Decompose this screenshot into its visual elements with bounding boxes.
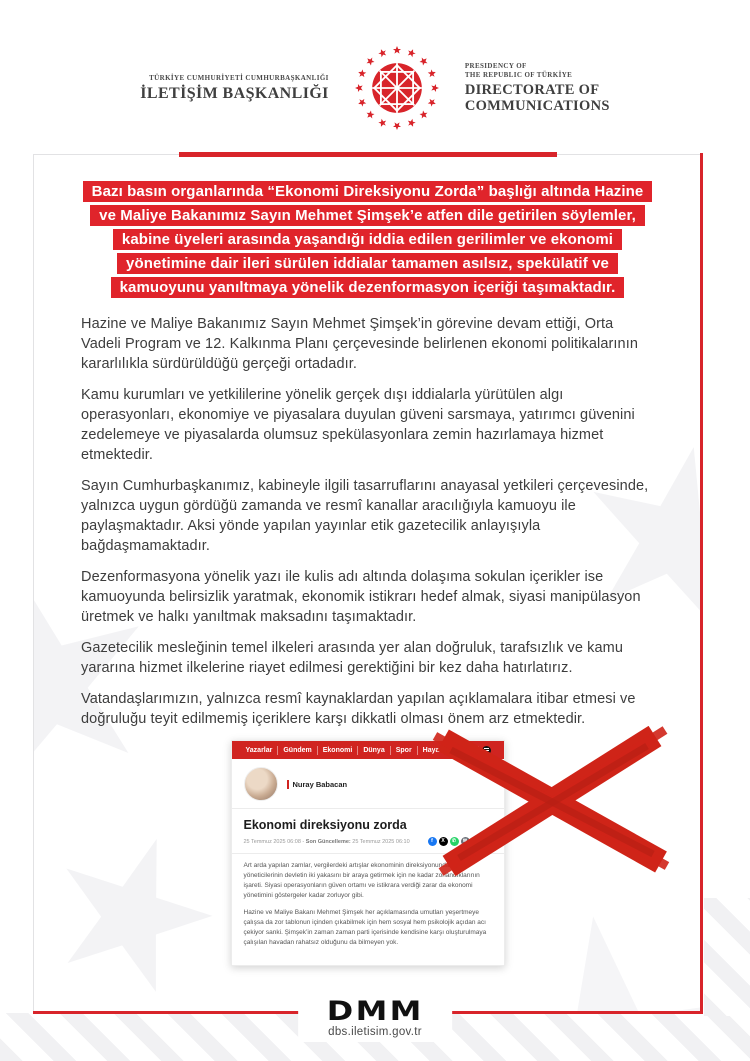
nav-item-saglik[interactable]: Sağlık [448, 746, 480, 755]
body-paragraph: Dezenformasyona yönelik yazı ile kulis adı altında dolaşıma sokulan içerikler ise kamuoyunda belirsizlik yaratmak, ekonomik istikrarı hedef almak, siyasi manipülasyon üretmek ve halkı yanıltmak maksadını taşımaktadır. [81, 569, 641, 625]
frame-accent-top [179, 152, 557, 157]
org-small-en-2: THE REPUBLIC OF TÜRKİYE [464, 71, 573, 79]
body-paragraph: Hazine ve Maliye Bakanımız Sayın Mehmet Şimşek’in görevine devam ettiği, Orta Vadeli Program ve 12. Kalkınma Planı çerçevesinde belirlenen ekonomi politikalarının kararlılıkla sürdürüldüğü gerçeği ortadadır. [81, 316, 639, 372]
author-row [232, 759, 504, 808]
org-small-tr: TÜRKİYE CUMHURİYETİ CUMHURBAŞKANLIĞI [149, 73, 329, 82]
article-headline: Ekonomi direksiyonu zorda [243, 818, 407, 832]
org-name-english [465, 62, 610, 114]
whatsapp-icon[interactable]: ✆ [450, 837, 459, 846]
bulletin-headline [81, 181, 654, 298]
footer [298, 995, 452, 1042]
author-avatar [244, 767, 278, 801]
footer-url: dbs.iletisim.gov.tr [328, 1026, 422, 1038]
frame-accent-bottom-left [33, 1011, 325, 1014]
news-screenshot [231, 740, 505, 966]
body-paragraph: Kamu kurumları ve yetkililerine yönelik gerçek dışı iddialarla yürütülen algı operasyonları, ekonomiye ve piyasalara duyulan güveni sarsmaya, yatırımcı güvenini zedelemeye ve piyasalarda olumsuz spekülasyonlara zemin hazırlamaya hizmet etmektedir. [81, 387, 635, 463]
org-large-en-1: DIRECTORATE OF [464, 82, 600, 98]
font-increase-icon[interactable]: A+ [472, 837, 481, 846]
facebook-icon[interactable]: f [428, 837, 437, 846]
nav-item-yazarlar[interactable]: Yazarlar [241, 746, 279, 755]
article-paragraph: Art arda yapılan zamlar, vergilerdeki artışlar ekonominin direksiyonundaki yöneticilerinin devletin iki yakasını bir araya getirmek için ne kadar zorlandıklarının işareti. Siyasi operasyonların güven ortamı ve istikrara verdiği zarar da ekonomi yönetimini göstergeler kadar zorluyor gibi. [243, 862, 480, 899]
dmm-logo: DMM [326, 996, 424, 1027]
author-accent-bar [287, 780, 289, 789]
org-large-tr: İLETİŞİM BAŞKANLIĞI [140, 84, 329, 102]
bulletin-card [33, 154, 702, 1013]
share-icons [428, 837, 492, 846]
article-meta-row [232, 837, 504, 853]
header [0, 42, 750, 134]
hamburger-menu-icon[interactable] [482, 746, 491, 755]
author-name: Nuray Babacan [292, 779, 348, 789]
article-body [232, 854, 504, 965]
frame-accent-right [700, 153, 703, 1014]
org-large-en-2: COMMUNICATIONS [464, 98, 610, 114]
nav-item-ekonomi[interactable]: Ekonomi [318, 746, 359, 755]
nav-item-hayat[interactable]: Hayat [418, 746, 448, 755]
body-paragraph: Gazetecilik mesleğinin temel ilkeleri arasında yer alan doğruluk, tarafsızlık ve kamu yararına hizmet ilkelerine riayet edilmesi gerektiğini bir kez daha hatırlatırız. [81, 640, 624, 676]
news-nav-bar [232, 741, 504, 759]
bulletin-line: yönetimine dair ileri sürülen iddialar tamamen asılsız, spekülatif ve [117, 253, 618, 274]
background-emblem-pattern [704, 898, 750, 1016]
bulletin-line: Bazı basın organlarında “Ekonomi Direksiyonu Zorda” başlığı altında Hazine [83, 181, 653, 202]
bulletin-line: kamuoyunu yanıltmaya yönelik dezenformasyon içeriği taşımaktadır. [111, 277, 625, 298]
x-social-icon[interactable]: X [439, 837, 448, 846]
body-paragraph: Sayın Cumhurbaşkanımız, kabineyle ilgili tasarruflarını anayasal yetkileri çerçevesinde, yalnızca uygun gördüğü zamanda ve resmî kanallar aracılığıyla kamuoyu ile paylaşmaktadır. Aksi yönde yapılan yayınlar etik gazetecilik anlayışıyla bağdaşmamaktadır. [81, 478, 649, 554]
presidency-emblem-icon [351, 42, 443, 134]
article-paragraph: Hazine ve Maliye Bakanı Mehmet Şimşek her açıklamasında umutları yeşertmeye çalışsa da zor tablonun içinden çıkabilmek için hem sosyal hem psikolojik açıdan acı çekiyor sanki. Şimşek’in zaman zaman parti içerisinde kendisine karşı oluşturulmaya çalışılan havadan rahatsız olduğunu da bilmeyen yok. [243, 909, 487, 946]
bulletin-line: ve Maliye Bakanımız Sayın Mehmet Şimşek’e atfen dile getirilen söylemler, [90, 205, 645, 226]
org-name-turkish [140, 74, 329, 103]
body-paragraph: Vatandaşlarımızın, yalnızca resmî kaynaklardan yapılan açıklamalara itibar etmesi ve doğruluğu teyit edilmemiş içeriklere karşı dikkatli olması önem arz etmektedir. [81, 691, 636, 727]
org-small-en-1: PRESIDENCY OF [464, 62, 527, 70]
article-dates: 25 Temmuz 2025 06:08 - Son Güncelleme: 25 Temmuz 2025 06:10 [243, 838, 410, 845]
nav-item-gundem[interactable]: Gündem [278, 746, 317, 755]
mail-icon[interactable]: ✉ [461, 837, 470, 846]
frame-accent-bottom-right [449, 1011, 702, 1014]
nav-item-dunya[interactable]: Dünya [358, 746, 390, 755]
font-decrease-icon[interactable]: A- [483, 837, 492, 846]
nav-item-spor[interactable]: Spor [391, 746, 418, 755]
bulletin-line: kabine üyeleri arasında yaşandığı iddia edilen gerilimler ve ekonomi [113, 229, 622, 250]
